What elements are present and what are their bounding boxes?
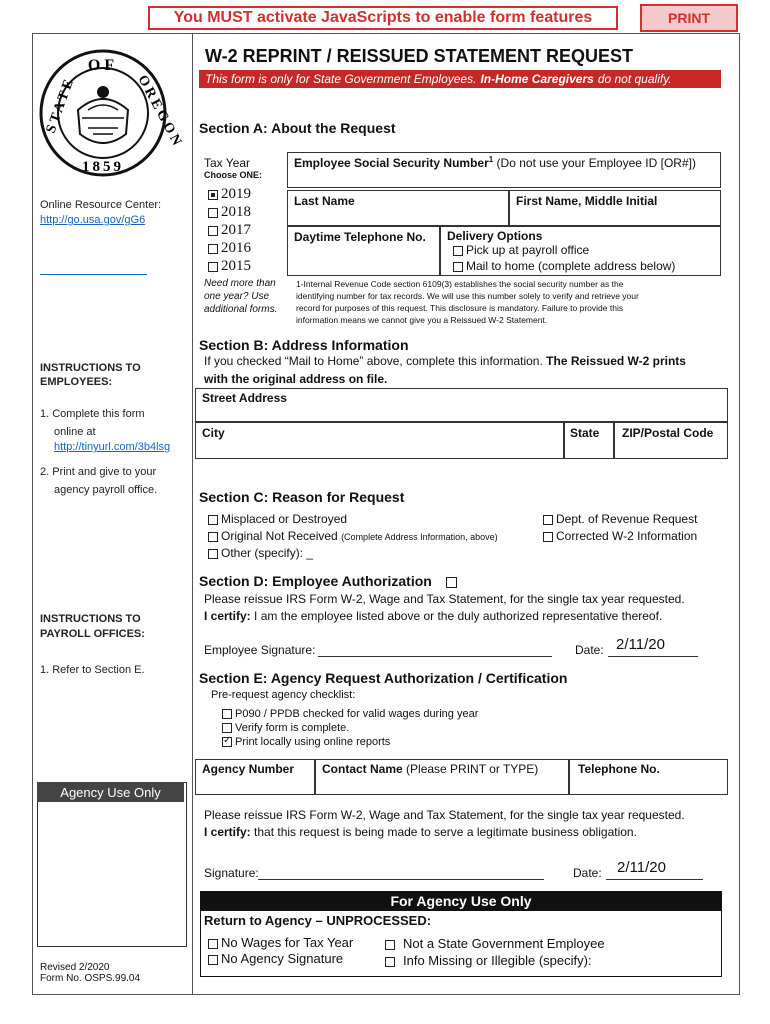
employee-date-line	[608, 656, 698, 657]
agency-signature-line[interactable]	[258, 879, 544, 880]
ssn-field[interactable]	[287, 152, 721, 188]
pickup-checkbox[interactable]	[453, 246, 463, 256]
year-option-2016[interactable]	[208, 240, 251, 257]
misplaced-checkbox[interactable]	[208, 515, 218, 525]
year-checkbox-2018[interactable]	[208, 208, 218, 218]
section-b-instr-c: with the original address on file.	[204, 372, 388, 386]
year-label: 2019	[221, 186, 251, 202]
agency-date-line	[606, 879, 703, 880]
section-b-instructions	[204, 354, 686, 368]
agency-signature-label: Signature:	[204, 866, 259, 880]
no-signature-option[interactable]	[208, 951, 343, 966]
info-missing-option[interactable]	[385, 953, 592, 968]
not-received-note: (Complete Address Information, above)	[341, 532, 498, 542]
section-c-heading: Section C: Reason for Request	[199, 489, 405, 505]
agency-certify-text: that this request is being made to serve a legitimate business obligation.	[254, 825, 637, 839]
instructions-employees-title-1: INSTRUCTIONS TO	[40, 362, 141, 374]
ssn-note: (Do not use your Employee ID [OR#])	[496, 156, 696, 170]
ssn-footnote	[296, 278, 639, 326]
not-received-label: Original Not Received	[221, 529, 338, 543]
employee-step-2: 2. Print and give to your	[40, 466, 157, 478]
left-column-divider	[192, 33, 193, 995]
other-option[interactable]	[208, 546, 313, 560]
no-signature-checkbox[interactable]	[208, 955, 218, 965]
resource-label: Online Resource Center:	[40, 199, 162, 211]
agency-phone-label: Telephone No.	[578, 762, 660, 776]
choose-one-label: Choose ONE:	[204, 170, 263, 180]
notice-post: do not qualify.	[597, 72, 672, 86]
no-wages-checkbox[interactable]	[208, 939, 218, 949]
oregon-state-seal	[38, 48, 186, 178]
year-option-2018[interactable]	[208, 204, 251, 221]
agency-certify-bold: I certify:	[204, 825, 251, 839]
pickup-option[interactable]	[453, 243, 589, 257]
agency-phone-field[interactable]	[569, 759, 728, 795]
info-missing-checkbox[interactable]	[385, 957, 395, 967]
not-received-checkbox[interactable]	[208, 532, 218, 542]
ssn-label: Employee Social Security Number	[294, 156, 489, 170]
form-online-link[interactable]: http://tinyurl.com/3b4lsg	[54, 441, 171, 453]
city-field[interactable]	[195, 422, 564, 459]
corrected-checkbox[interactable]	[543, 532, 553, 542]
print-locally-label: Print locally using online reports	[235, 736, 391, 748]
not-state-option[interactable]	[385, 936, 605, 951]
verify-checkbox[interactable]	[222, 723, 232, 733]
section-e-certify	[204, 825, 637, 839]
javascript-warning-banner: You MUST activate JavaScripts to enable form features	[148, 6, 618, 30]
employee-signature-line[interactable]	[318, 656, 552, 657]
contact-label: Contact Name	[322, 762, 403, 776]
zip-field[interactable]	[614, 422, 728, 459]
first-name-label: First Name, Middle Initial	[516, 194, 658, 208]
notice-bold: In-Home Caregivers	[480, 72, 594, 86]
p090-checkbox[interactable]	[222, 709, 232, 719]
no-wages-label: No Wages for Tax Year	[221, 935, 354, 950]
not-state-checkbox[interactable]	[385, 940, 395, 950]
need-more-line-2: one year? Use	[204, 291, 270, 302]
footnote-line: information means we cannot give you a Reissued W-2 Statement.	[296, 315, 548, 325]
check-print[interactable]	[222, 736, 390, 748]
ssn-footnote-marker: 1	[488, 155, 494, 164]
mail-label: Mail to home (complete address below)	[466, 259, 676, 273]
section-e-heading: Section E: Agency Request Authorization / Certification	[199, 670, 568, 686]
section-a-heading: Section A: About the Request	[199, 120, 396, 136]
year-label: 2017	[221, 222, 251, 238]
other-specify-input[interactable]: _	[306, 546, 314, 560]
print-locally-checkbox[interactable]	[222, 737, 232, 747]
employee-date-label: Date:	[575, 643, 604, 657]
page-title: W-2 REPRINT / REISSUED STATEMENT REQUEST	[205, 46, 634, 66]
section-e-text: Please reissue IRS Form W-2, Wage and Tax Statement, for the single tax year requested.	[204, 808, 685, 822]
no-wages-option[interactable]	[208, 935, 353, 950]
certify-text: I am the employee listed above or the duly authorized representative thereof.	[254, 609, 663, 623]
employee-authorization-checkbox[interactable]	[446, 577, 457, 588]
footnote-line: identifying number for tax records. We will use this number solely to verify and retrieve your	[296, 291, 639, 301]
seal-left-text: STATE	[43, 74, 78, 136]
employee-date-value[interactable]: 2/11/20	[616, 636, 665, 653]
delivery-options	[440, 226, 721, 276]
section-b-instr-a: If you checked “Mail to Home” above, complete this information.	[204, 354, 543, 368]
verify-label: Verify form is complete.	[235, 722, 350, 734]
zip-label: ZIP/Postal Code	[622, 426, 714, 440]
need-more-line-1: Need more than	[204, 278, 276, 289]
dor-option[interactable]	[543, 512, 697, 526]
corrected-option[interactable]	[543, 529, 697, 543]
pickup-label: Pick up at payroll office	[466, 243, 590, 257]
year-label: 2018	[221, 204, 251, 220]
form-number: Form No. OSPS.99.04	[40, 973, 141, 984]
agency-date-label: Date:	[573, 866, 602, 880]
seal-right-text: OREGON	[134, 72, 186, 151]
agency-use-header: For Agency Use Only	[200, 891, 722, 911]
employee-step-2-cont: agency payroll office.	[54, 484, 158, 496]
check-verify[interactable]	[222, 722, 349, 734]
phone-label: Daytime Telephone No.	[294, 230, 426, 244]
year-option-2017[interactable]	[208, 222, 251, 239]
p090-label: P090 / PPDB checked for valid wages during year	[235, 708, 479, 720]
footnote-line: record for purposes of this request. This disclosure is mandatory. Failure to provide this	[296, 303, 624, 313]
agency-use-label: Agency Use Only	[37, 782, 184, 802]
section-d-text: Please reissue IRS Form W-2, Wage and Tax Statement, for the single tax year requested.	[204, 592, 685, 606]
agency-use-box	[37, 782, 187, 947]
resource-link[interactable]: http://go.usa.gov/gG6	[40, 214, 146, 226]
seal-year: 1859	[82, 159, 124, 175]
need-more-line-3: additional forms.	[204, 304, 278, 315]
first-name-field[interactable]	[509, 190, 721, 226]
employee-signature-label: Employee Signature:	[204, 643, 316, 657]
seal-top-text: OF	[87, 57, 119, 74]
contact-name-field[interactable]	[315, 759, 569, 795]
section-d-certify	[204, 609, 662, 623]
other-checkbox[interactable]	[208, 549, 218, 559]
year-option-2015[interactable]	[208, 258, 251, 275]
year-label: 2015	[221, 258, 251, 274]
certify-bold: I certify:	[204, 609, 251, 623]
blank-link-underline	[40, 274, 147, 275]
section-d-heading	[199, 573, 460, 589]
state-label: State	[570, 426, 600, 440]
agency-number-field[interactable]	[195, 759, 315, 795]
agency-number-label: Agency Number	[202, 762, 295, 776]
other-label: Other (specify):	[221, 546, 304, 560]
section-b-heading: Section B: Address Information	[199, 337, 409, 353]
not-received-option[interactable]	[208, 529, 498, 543]
payroll-step-1: 1. Refer to Section E.	[40, 664, 145, 676]
mail-option[interactable]	[453, 259, 675, 273]
delivery-label: Delivery Options	[447, 229, 543, 243]
street-address-field[interactable]	[195, 388, 728, 422]
year-label: 2016	[221, 240, 251, 256]
no-signature-label: No Agency Signature	[221, 951, 344, 966]
street-label: Street Address	[202, 391, 287, 405]
year-checkbox-2016[interactable]	[208, 244, 218, 254]
dor-label: Dept. of Revenue Request	[556, 512, 698, 526]
eligibility-notice	[199, 70, 721, 88]
tax-year-label: Tax Year	[204, 156, 251, 170]
phone-field[interactable]	[287, 226, 440, 276]
notice-pre: This form is only for State Government Employees.	[205, 72, 477, 86]
section-b-instr-b: The Reissued W-2 prints	[546, 354, 686, 368]
mail-checkbox[interactable]	[453, 262, 463, 272]
dor-checkbox[interactable]	[543, 515, 553, 525]
ssn-label-wrap	[294, 155, 696, 170]
misplaced-label: Misplaced or Destroyed	[221, 512, 348, 526]
year-checkbox-2015[interactable]	[208, 262, 218, 272]
employee-step-1: 1. Complete this form	[40, 408, 145, 420]
state-field[interactable]	[564, 422, 614, 459]
checklist-title: Pre-request agency checklist:	[211, 689, 356, 701]
return-to-agency-label: Return to Agency – UNPROCESSED:	[204, 913, 432, 928]
last-name-field[interactable]	[287, 190, 509, 226]
last-name-label: Last Name	[294, 194, 355, 208]
section-d-title: Section D: Employee Authorization	[199, 573, 432, 589]
instructions-payroll-title-1: INSTRUCTIONS TO	[40, 613, 141, 625]
contact-note: (Please PRINT or TYPE)	[406, 762, 539, 776]
year-option-2019[interactable]	[208, 186, 251, 203]
footnote-line: 1-Internal Revenue Code section 6109(3) establishes the social security number as the	[296, 279, 624, 289]
agency-date-value[interactable]: 2/11/20	[617, 859, 666, 876]
not-state-label: Not a State Government Employee	[403, 936, 605, 951]
instructions-payroll-title-2: PAYROLL OFFICES:	[40, 628, 145, 640]
corrected-label: Corrected W-2 Information	[556, 529, 698, 543]
info-missing-label: Info Missing or Illegible (specify):	[403, 953, 592, 968]
check-p090[interactable]	[222, 708, 478, 720]
print-button[interactable]: PRINT	[640, 4, 738, 32]
employee-step-1-cont: online at	[54, 426, 96, 438]
instructions-employees-title-2: EMPLOYEES:	[40, 376, 113, 388]
misplaced-option[interactable]	[208, 512, 347, 526]
year-checkbox-2019[interactable]	[208, 190, 218, 200]
revised-date: Revised 2/2020	[40, 962, 110, 973]
contact-label-wrap	[322, 762, 538, 776]
year-checkbox-2017[interactable]	[208, 226, 218, 236]
city-label: City	[202, 426, 225, 440]
